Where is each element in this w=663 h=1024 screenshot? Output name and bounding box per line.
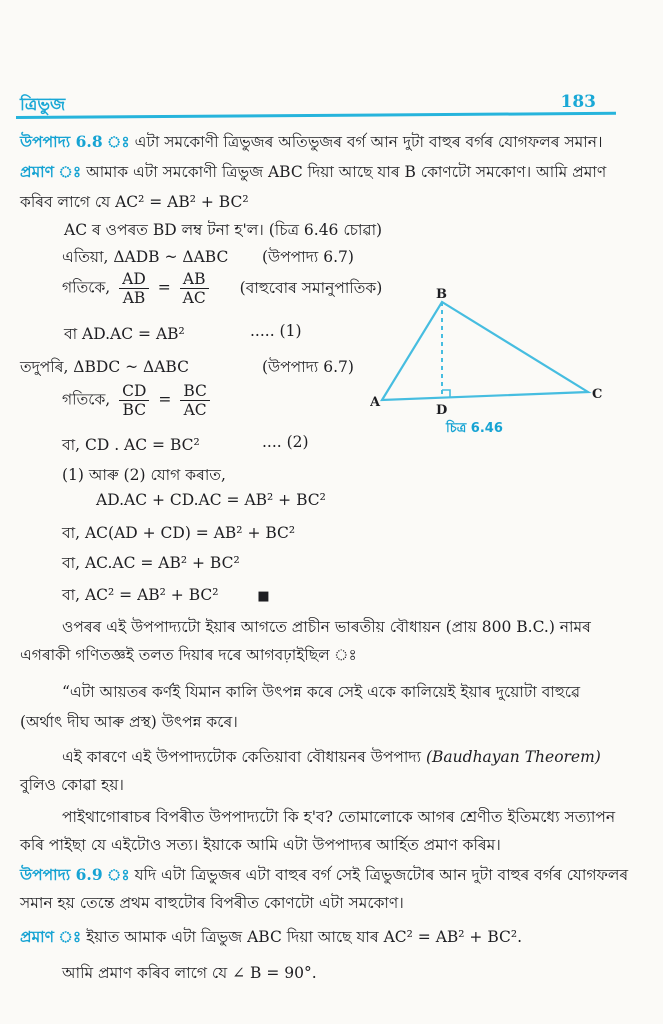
proof-2-line-1 [20,925,522,951]
theorem-6-9-label: উপপাদ্য 6.9 ঃ [20,865,130,884]
proof-1-line-1 [20,160,606,186]
proof-1-line-2: কৰিব লাগে যে AC² = AB² + BC² [20,193,249,211]
proof-1-line-4: এতিয়া, ΔADB ~ ΔABC [62,248,229,266]
baudhayan-theorem-italic: (Baudhayan Theorem) [425,748,601,766]
paragraph-1-line-2: এগৰাকী গণিতজ্ঞই তলত দিয়াৰ দৰে আগবঢ়াইছিল ঃ [20,646,357,664]
triangle-abc [382,302,588,400]
proof-1-line-11: AD.AC + CD.AC = AB² + BC² [96,491,326,509]
paragraph-4-line-2: কৰি পাইছা যে এইটোও সত্য। ইয়াকে আমি এটা উপপাদ্যৰ আৰ্হিত প্ৰমাণ কৰিম। [20,836,501,854]
equals-sign: = [157,278,171,297]
qed-mark: ■ [257,589,270,604]
proof-1-line-9: বা, CD . AC = BC² [62,436,200,454]
theorem-6-8-text: এটা সমকোণী ত্ৰিভুজৰ অতিভুজৰ বৰ্গ আন দুটা বাহুৰ বৰ্গৰ যোগফলৰ সমান। [134,133,603,151]
page-number: 183 [560,92,596,112]
frac4-den: AC [183,401,207,419]
proof-1-label: প্ৰমাণ ঃ [20,162,82,181]
triangle-diagram [370,288,610,438]
proof-1-line-8 [62,382,214,419]
line-8-prefix: গতিকে, [62,390,111,409]
theorem-6-9-text-1: যদি এটা ত্ৰিভুজৰ এটা বাহুৰ বৰ্গ সেই ত্ৰিভুজটোৰ আন দুটা বাহুৰ বৰ্গৰ যোগফলৰ [134,866,629,884]
vertex-label-c: C [592,387,603,402]
proof-1-line-3: AC ৰ ওপৰত BD লম্ব টনা হ'ল। (চিত্ৰ 6.46 চোৱা) [64,221,383,239]
theorem-6-8-label: উপপাদ্য 6.8 ঃ [20,132,130,151]
paragraph-2-line-1: “এটা আয়তৰ কৰ্ণই যিমান কালি উৎপন্ন কৰে সেই একে কালিয়েই ইয়াৰ দুয়োটা বাহুৱে [62,683,581,701]
figure-caption: চিত্ৰ 6.46 [446,421,503,436]
theorem-6-8 [20,130,603,156]
paragraph-3-line-1 [62,745,601,771]
figure-6-46 [370,288,610,438]
equals-sign-2: = [158,390,172,409]
proof-2-text-1: ইয়াত আমাক এটা ত্ৰিভুজ ABC দিয়া আছে যাৰ AC² = AB² + BC². [86,928,523,946]
frac2-num: AB [180,270,209,289]
proof-2-line-2: আমি প্ৰমাণ কৰিব লাগে যে ∠ B = 90°. [62,964,317,982]
paragraph-1-line-1: ওপৰৰ এই উপপাদ্যটো ইয়াৰ আগতে প্ৰাচীন ভাৰতীয় বৌধায়ন (প্ৰায় 800 B.C.) নামৰ [62,618,591,636]
proof-1-line-7-ref: (উপপাদ্য 6.7) [262,358,354,376]
vertex-label-a: A [370,395,381,410]
proof-1-line-6-ref: ..... (1) [250,322,302,340]
theorem-6-9-line-2: সমান হয় তেন্তে প্ৰথম বাহুটোৰ বিপৰীত কোণটো এটা সমকোণ। [20,894,404,912]
theorem-6-9-line-1 [20,863,628,889]
frac1-den: AB [122,289,146,307]
paragraph-2-line-2: (অৰ্থাৎ দীঘ আৰু প্ৰস্থ) উৎপন্ন কৰে। [20,713,238,731]
proof-1-line-6: বা AD.AC = AB² [64,325,185,343]
frac1-num: AD [119,270,149,289]
frac3-den: BC [122,401,147,419]
proof-1-line-13: বা, AC.AC = AB² + BC² [62,554,240,572]
proof-1-line-10: (1) আৰু (2) যোগ কৰাত, [62,466,226,484]
line-5-suffix: (বাহুবোৰ সমানুপাতিক) [239,278,383,297]
paragraph-4-line-1: পাইথাগোৰাচৰ বিপৰীত উপপাদ্যটো কি হ'ব? তোমালোকে আগৰ শ্ৰেণীত ইতিমধ্যে সত্যাপন [62,808,616,826]
line-5-prefix: গতিকে, [62,278,111,297]
proof-1-line-9-ref: .... (2) [262,433,309,451]
proof-1-text-1: আমাক এটা সমকোণী ত্ৰিভুজ ABC দিয়া আছে যাৰ B কোণটো সমকোণ। আমি প্ৰমাণ [86,163,607,181]
frac3-num: CD [119,382,149,401]
vertex-label-d: D [436,403,448,418]
paragraph-3-line-2: বুলিও কোৱা হয়। [20,776,124,794]
proof-1-line-5 [62,270,382,307]
proof-1-line-7: তদুপৰি, ΔBDC ~ ΔABC [20,358,189,376]
vertex-label-b: B [436,288,447,302]
proof-1-line-12: বা, AC(AD + CD) = AB² + BC² [62,524,296,542]
fraction-ab-ac [180,270,209,307]
frac4-num: BC [180,382,210,401]
header-rule [16,112,616,119]
proof-2-label: প্ৰমাণ ঃ [20,927,82,946]
fraction-cd-bc [119,382,149,419]
fraction-bc-ac [180,382,210,419]
baudhayan-text: এই কাৰণে এই উপপাদ্যটোক কেতিয়াবা বৌধায়নৰ উপপাদ্য [62,748,422,766]
page-header [16,92,616,122]
final-equation: বা, AC² = AB² + BC² [62,586,219,604]
proof-1-line-4-ref: (উপপাদ্য 6.7) [262,248,354,266]
fraction-ad-ab [119,270,149,307]
frac2-den: AC [182,289,206,307]
chapter-title: ত্ৰিভুজ [20,95,66,115]
proof-1-line-14 [62,583,270,609]
